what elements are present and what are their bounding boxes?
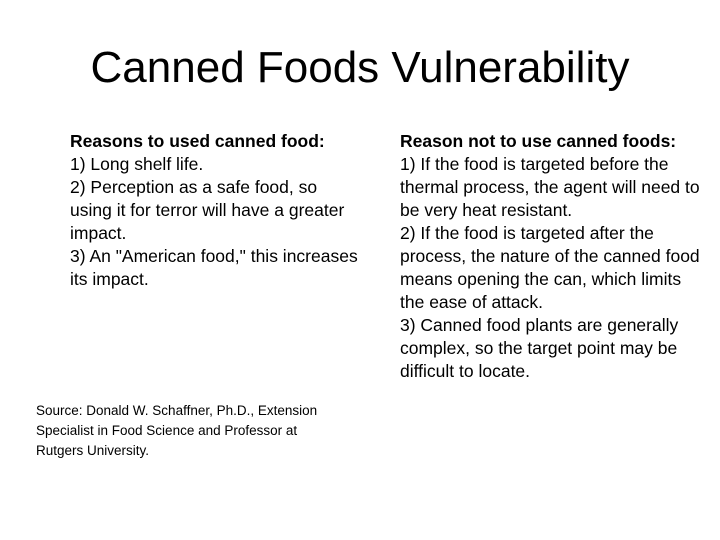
- reason-against-item-1: 1) If the food is targeted before the thermal process, the agent will need to be very heat resistant.: [400, 154, 700, 220]
- reason-for-item-1: 1) Long shelf life.: [70, 154, 204, 174]
- reason-for-item-2: 2) Perception as a safe food, so using it for terror will have a greater impact.: [70, 177, 345, 243]
- reasons-for-heading: Reasons to used canned food:: [70, 131, 325, 151]
- reason-against-item-3: 3) Canned food plants are generally complex, so the target point may be difficult to locate.: [400, 315, 679, 381]
- source-citation: Source: Donald W. Schaffner, Ph.D., Extension Specialist in Food Science and Professor at Rutgers University.: [36, 403, 318, 458]
- slide-title: Canned Foods Vulnerability: [90, 43, 630, 92]
- reasons-against-heading: Reason not to use canned foods:: [400, 131, 677, 151]
- reasons-against-column: [400, 130, 700, 383]
- reason-for-item-3: 3) An "American food," this increases its impact.: [70, 246, 358, 289]
- reason-against-item-2: 2) If the food is targeted after the process, the nature of the canned food means opening the can, which limits the ease of attack.: [400, 223, 700, 312]
- reasons-for-column: [70, 130, 360, 291]
